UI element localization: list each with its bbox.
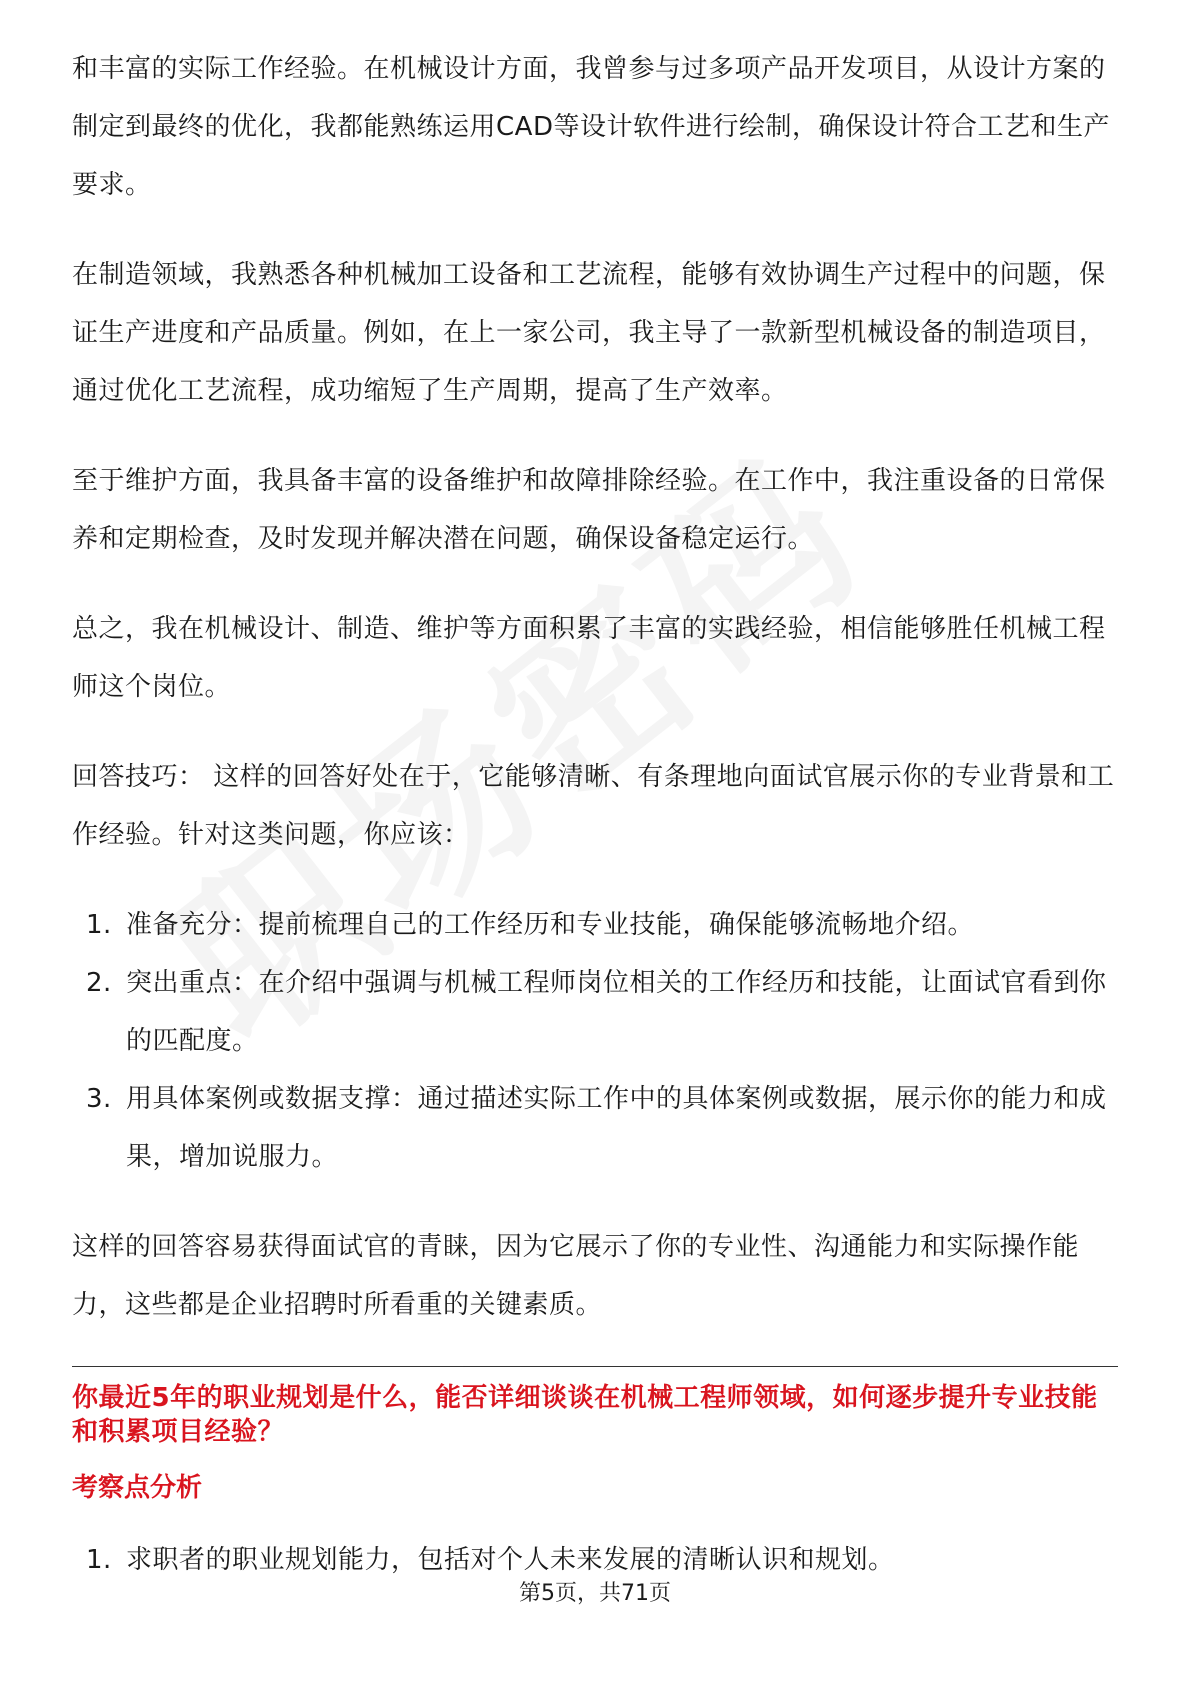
body-paragraph: 至于维护方面，我具备丰富的设备维护和故障排除经验。在工作中，我注重设备的日常保养和定期检查，及时发现并解决潜在问题，确保设备稳定运行。	[72, 466, 1106, 554]
list-item-text: 准备充分：提前梳理自己的工作经历和专业技能，确保能够流畅地介绍。	[126, 910, 975, 940]
list-item-text: 突出重点：在介绍中强调与机械工程师岗位相关的工作经历和技能，让面试官看到你的匹配度。	[126, 968, 1107, 1056]
list-item-text: 求职者的职业规划能力，包括对个人未来发展的清晰认识和规划。	[126, 1545, 895, 1575]
question-heading: 你最近5年的职业规划是什么，能否详细谈谈在机械工程师领域，如何逐步提升专业技能和积累项目经验？	[72, 1383, 1098, 1447]
body-paragraph: 总之，我在机械设计、制造、维护等方面积累了丰富的实践经验，相信能够胜任机械工程师这个岗位。	[72, 614, 1106, 702]
section-divider	[72, 1366, 1118, 1367]
analysis-heading: 考察点分析	[72, 1473, 203, 1503]
body-paragraph: 和丰富的实际工作经验。在机械设计方面，我曾参与过多项产品开发项目，从设计方案的制定到最终的优化，我都能熟练运用CAD等设计软件进行绘制，确保设计符合工艺和生产要求。	[72, 54, 1110, 200]
list-item-text: 用具体案例或数据支撑：通过描述实际工作中的具体案例或数据，展示你的能力和成果，增加说服力。	[126, 1084, 1107, 1172]
page-content	[72, 40, 1118, 1621]
list-number: 3.	[86, 1084, 112, 1114]
list-number: 1.	[86, 910, 112, 940]
list-number: 2.	[86, 968, 112, 998]
list-item	[72, 896, 1118, 954]
list-item	[72, 954, 1118, 1070]
body-paragraph: 在制造领域，我熟悉各种机械加工设备和工艺流程，能够有效协调生产过程中的问题，保证生产进度和产品质量。例如，在上一家公司，我主导了一款新型机械设备的制造项目，通过优化工艺流程，成功缩短了生产周期，提高了生产效率。	[72, 260, 1106, 406]
page-footer: 第5页，共71页	[519, 1581, 671, 1606]
list-number: 1.	[86, 1545, 112, 1575]
tips-list	[72, 896, 1118, 1186]
list-item	[72, 1070, 1118, 1186]
closing-paragraph: 这样的回答容易获得面试官的青睐，因为它展示了你的专业性、沟通能力和实际操作能力，这些都是企业招聘时所看重的关键素质。	[72, 1232, 1080, 1320]
answer-tips-intro: 回答技巧： 这样的回答好处在于，它能够清晰、有条理地向面试官展示你的专业背景和工作经验。针对这类问题，你应该：	[72, 762, 1115, 850]
